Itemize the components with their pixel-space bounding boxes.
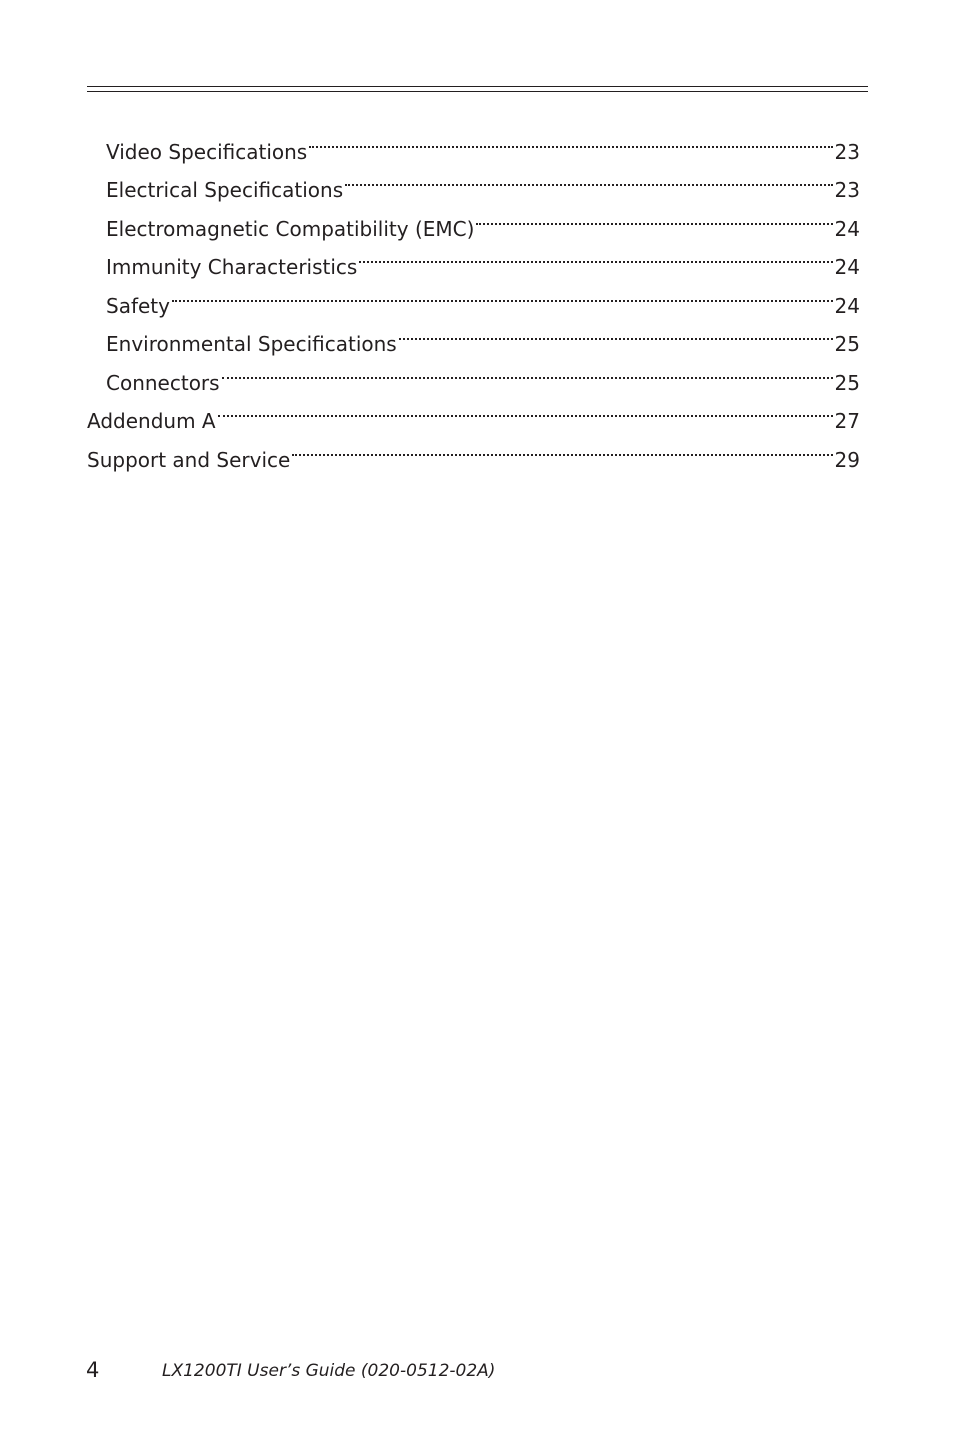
- toc-entry-title: Safety: [106, 293, 170, 318]
- footer-page-number: 4: [86, 1358, 100, 1382]
- dot-leader: [359, 236, 832, 275]
- toc-entry-page: 24: [834, 293, 860, 318]
- toc-entry-video-specifications[interactable]: [87, 120, 860, 164]
- toc-entry-page: 25: [834, 370, 860, 395]
- toc-entry-environmental-specifications[interactable]: [87, 313, 860, 356]
- table-of-contents: [87, 120, 860, 472]
- header-rule-top: [87, 86, 868, 87]
- toc-entry-page: 24: [834, 255, 860, 279]
- toc-entry-page: 27: [834, 409, 860, 433]
- header-rule-bottom: [87, 91, 868, 92]
- toc-entry-page: 23: [834, 139, 860, 164]
- toc-entry-page: 25: [834, 332, 860, 356]
- toc-entry-page: 24: [834, 216, 860, 241]
- toc-entry-title: Electrical Specifications: [106, 178, 344, 202]
- dot-leader: [399, 313, 833, 352]
- dot-leader: [345, 159, 832, 198]
- toc-entry-title: Connectors: [106, 370, 220, 395]
- footer-document-title: LX1200TI User’s Guide (020-0512-02A): [162, 1361, 496, 1381]
- dot-leader: [222, 351, 833, 390]
- toc-entry-title: Support and Service: [87, 447, 291, 472]
- toc-entry-title: Addendum A: [87, 409, 216, 433]
- toc-entry-page: 23: [834, 178, 860, 202]
- toc-entry-title: Immunity Characteristics: [106, 255, 358, 279]
- toc-entry-title: Video Specifications: [106, 139, 308, 164]
- toc-entry-title: Electromagnetic Compatibility (EMC): [106, 216, 475, 241]
- toc-entry-page: 29: [834, 447, 860, 472]
- dot-leader: [172, 274, 833, 313]
- dot-leader: [476, 197, 832, 236]
- dot-leader: [292, 428, 832, 467]
- toc-entry-safety[interactable]: [87, 274, 860, 318]
- dot-leader: [309, 120, 832, 159]
- toc-entry-title: Environmental Specifications: [106, 332, 397, 356]
- dot-leader: [218, 390, 833, 429]
